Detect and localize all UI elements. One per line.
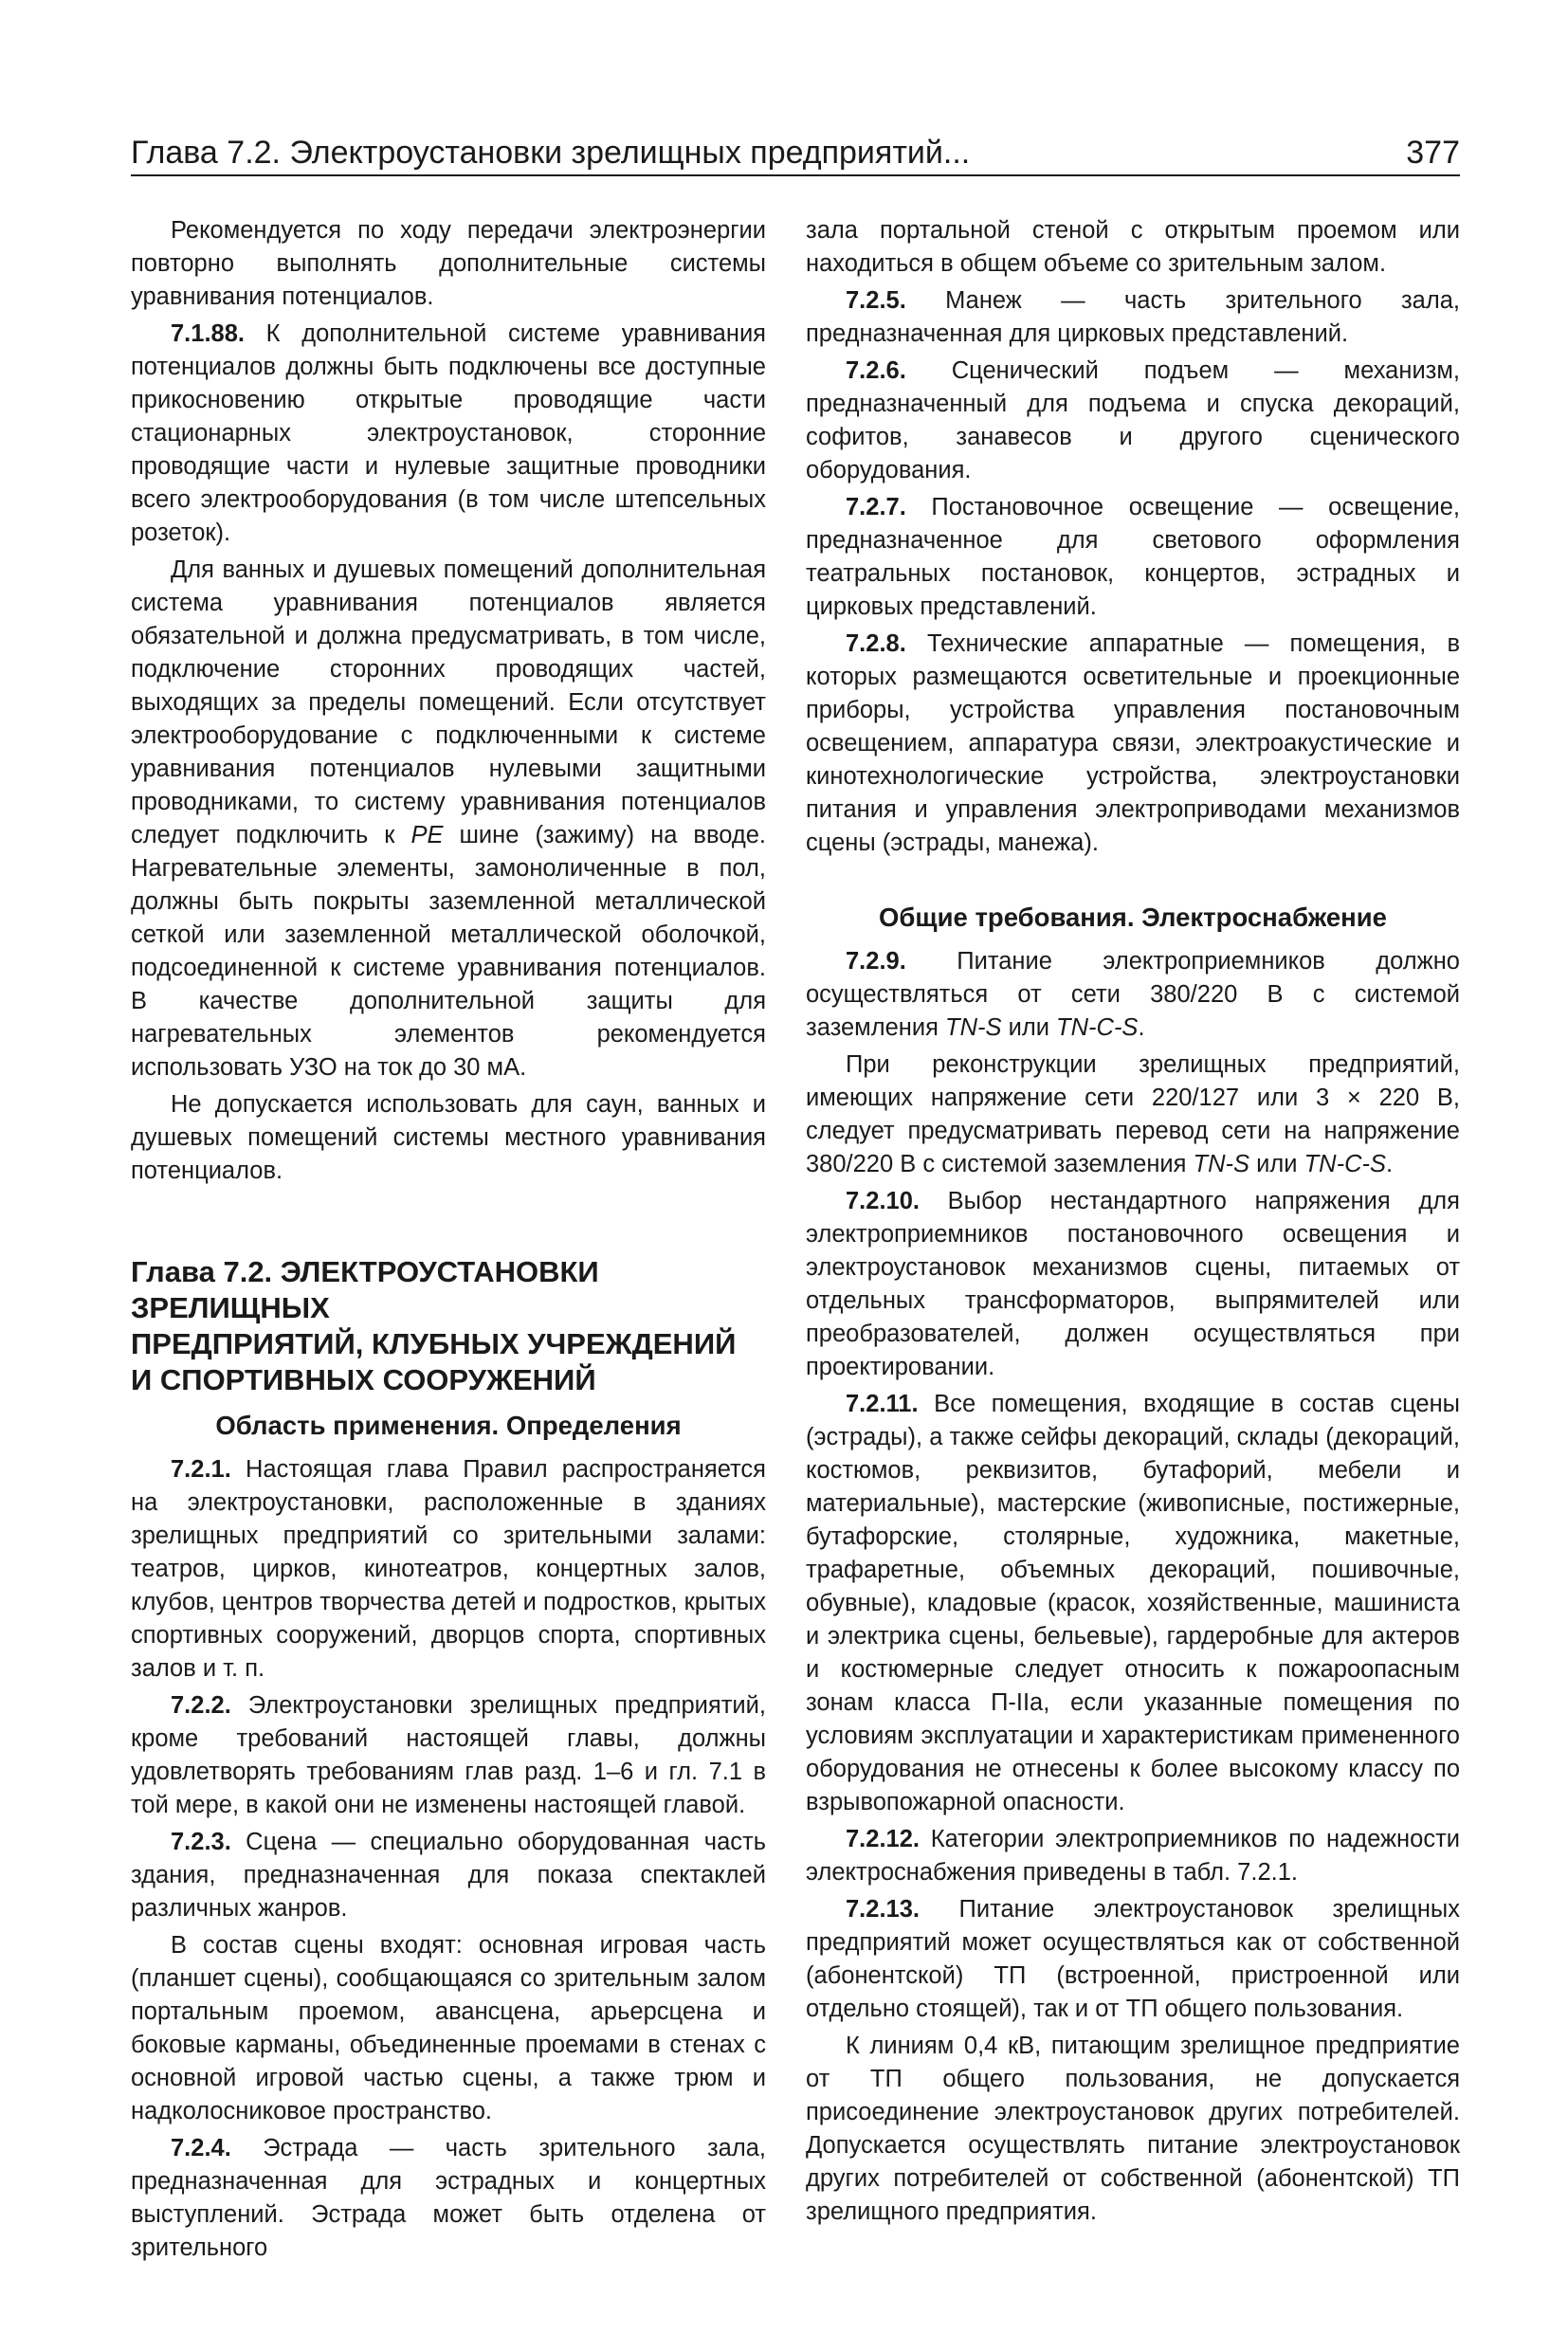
clause-number: 7.2.4.	[171, 2135, 231, 2161]
paragraph-7-2-1: 7.2.1. Настоящая глава Правил распространяется на электроустановки, расположенные в зданиях зрелищных предприятий со зрительными залами: театров, цирков, кинотеатров, концертных залов, клубов, центров творчества детей и подростков, крытых спортивных сооружений, дворцов спорта, спортивных залов и т. п.	[131, 1456, 766, 1682]
clause-number: 7.2.11.	[846, 1391, 919, 1417]
clause-number: 7.2.5.	[846, 287, 906, 314]
paragraph-7-2-6: 7.2.6. Сценический подъем — механизм, предназначенный для подъема и спуска декораций, софитов, занавесов и другого сценического оборудования.	[806, 357, 1460, 483]
paragraph-7-2-13: 7.2.13. Питание электроустановок зрелищных предприятий может осуществляться как от собственной (абонентской) ТП (встроенной, пристроенной или отдельно стоящей), так и от ТП общего пользования.	[806, 1896, 1460, 2022]
clause-number: 7.2.1.	[171, 1456, 231, 1483]
paragraph: Не допускается использовать для саун, ванных и душевых помещений системы местного уравнивания потенциалов.	[131, 1091, 766, 1184]
clause-number: 7.2.13.	[846, 1896, 920, 1923]
paragraph: К линиям 0,4 кВ, питающим зрелищное предприятие от ТП общего пользования, не допускается присоединение электроустановок других потребителей. Допускается осуществлять питание электроустановок других потребителей от собственной (абонентской) ТП зрелищного предприятия.	[806, 2033, 1460, 2225]
section-heading: Общие требования. Электроснабжение	[879, 903, 1387, 932]
left-column	[131, 214, 766, 2269]
paragraph-7-2-8: 7.2.8. Технические аппаратные — помещения, в которых размещаются осветительные и проекционные приборы, устройства управления постановочным освещением, аппаратура связи, электроакустические и кинотехнологические устройства, электроустановки питания и управления электроприводами механизмов сцены (эстрады, манежа).	[806, 630, 1460, 856]
paragraph-7-2-11: 7.2.11. Все помещения, входящие в состав сцены (эстрады), а также сейфы декораций, склады (декораций, костюмов, реквизитов, бутафорий, мебели и материальные), мастерские (живописные, постижерные, бутафорские, столярные, художника, макетные, трафаретные, объемных декораций, пошивочные, обувные), кладовые (красок, хозяйственные, машиниста и электрика сцены, бельевые), гардеробные для актеров и костюмерные следует относить к пожароопасным зонам класса П-IIа, если указанные помещения по условиям эксплуатации и характеристикам примененного оборудования не отнесены к более высокому классу по взрывопожарной опасности.	[806, 1391, 1460, 1815]
clause-number: 7.1.88.	[171, 320, 245, 347]
paragraph: При реконструкции зрелищных предприятий, имеющих напряжение сети 220/127 или 3 × 220 В, следует предусматривать перевод сети на напряжение 380/220 В с системой заземления TN-S или TN-C-S.	[806, 1051, 1460, 1177]
paragraph: В состав сцены входят: основная игровая часть (планшет сцены), сообщающаяся со зрительным залом портальным проемом, авансцена, арьерсцена и боковые карманы, объединенные проемами в стенах с основной игровой частью сцены, а также трюм и надколосниковое пространство.	[131, 1932, 766, 2124]
clause-number: 7.2.7.	[846, 494, 906, 520]
clause-number: 7.2.9.	[846, 948, 906, 975]
clause-number: 7.2.6.	[846, 357, 906, 384]
paragraph-7-2-12: 7.2.12. Категории электроприемников по надежности электроснабжения приведены в табл. 7.2.1.	[806, 1826, 1460, 1886]
clause-number: 7.2.2.	[171, 1692, 231, 1719]
paragraph: зала портальной стеной с открытым проемом или находиться в общем объеме со зрительным залом.	[806, 217, 1460, 277]
paragraph-7-2-10: 7.2.10. Выбор нестандартного напряжения для электроприемников постановочного освещения и электроустановок механизмов сцены, питаемых от отдельных трансформаторов, выпрямителей или преобразователей, должен осуществляться при проектировании.	[806, 1188, 1460, 1380]
paragraph-7-2-5: 7.2.5. Манеж — часть зрительного зала, предназначенная для цирковых представлений.	[806, 287, 1460, 347]
right-column	[806, 214, 1460, 2233]
clause-number: 7.2.10.	[846, 1188, 920, 1214]
section-heading: Область применения. Определения	[215, 1411, 682, 1440]
paragraph-7-2-4: 7.2.4. Эстрада — часть зрительного зала, предназначенная для эстрадных и концертных выступлений. Эстрада может быть отделена от зрительного	[131, 2135, 766, 2261]
pe-term: PE	[410, 822, 444, 848]
paragraph: Для ванных и душевых помещений дополнительная система уравнивания потенциалов является обязательной и должна предусматривать, в том числе, подключение сторонних проводящих частей, выходящих за пределы помещений. Если отсутствует электрооборудование с подключенными к системе уравнивания потенциалов нулевыми защитными проводниками, то систему уравнивания потенциалов следует подключить к PE шине (зажиму) на вводе. Нагревательные элементы, замоноличенные в пол, должны быть покрыты заземленной металлической сеткой или заземленной металлической оболочкой, подсоединенной к системе уравнивания потенциалов. В качестве дополнительной защиты для нагревательных элементов рекомендуется использовать УЗО на ток до 30 мА.	[131, 556, 766, 1081]
paragraph-7-2-9: 7.2.9. Питание электроприемников должно осуществляться от сети 380/220 В с системой заземления TN-S или TN-C-S.	[806, 948, 1460, 1041]
clause-number: 7.2.3.	[171, 1829, 231, 1855]
paragraph-7-2-7: 7.2.7. Постановочное освещение — освещение, предназначенное для светового оформления театральных постановок, концертов, эстрадных и цирковых представлений.	[806, 494, 1460, 620]
running-title: Глава 7.2. Электроустановки зрелищных предприятий...	[131, 135, 971, 171]
clause-number: 7.2.8.	[846, 630, 906, 657]
chapter-heading: Глава 7.2. ЭЛЕКТРОУСТАНОВКИ ЗРЕЛИЩНЫХ ПРЕДПРИЯТИЙ, КЛУБНЫХ УЧРЕЖДЕНИЙ И СПОРТИВНЫХ СООРУЖЕНИЙ	[131, 1255, 737, 1396]
paragraph: Рекомендуется по ходу передачи электроэнергии повторно выполнять дополнительные системы уравнивания потенциалов.	[131, 217, 766, 310]
page-number: 377	[1406, 135, 1460, 171]
paragraph-7-1-88: 7.1.88. К дополнительной системе уравнивания потенциалов должны быть подключены все доступные прикосновению открытые проводящие части стационарных электроустановок, сторонние проводящие части и нулевые защитные проводники всего электрооборудования (в том числе штепсельных розеток).	[131, 320, 766, 546]
running-header	[131, 131, 1460, 176]
paragraph-7-2-3: 7.2.3. Сцена — специально оборудованная часть здания, предназначенная для показа спектаклей различных жанров.	[131, 1829, 766, 1922]
paragraph-7-2-2: 7.2.2. Электроустановки зрелищных предприятий, кроме требований настоящей главы, должны удовлетворять требованиям глав разд. 1–6 и гл. 7.1 в той мере, в какой они не изменены настоящей главой.	[131, 1692, 766, 1818]
clause-number: 7.2.12.	[846, 1826, 920, 1852]
spacer	[806, 864, 1460, 890]
